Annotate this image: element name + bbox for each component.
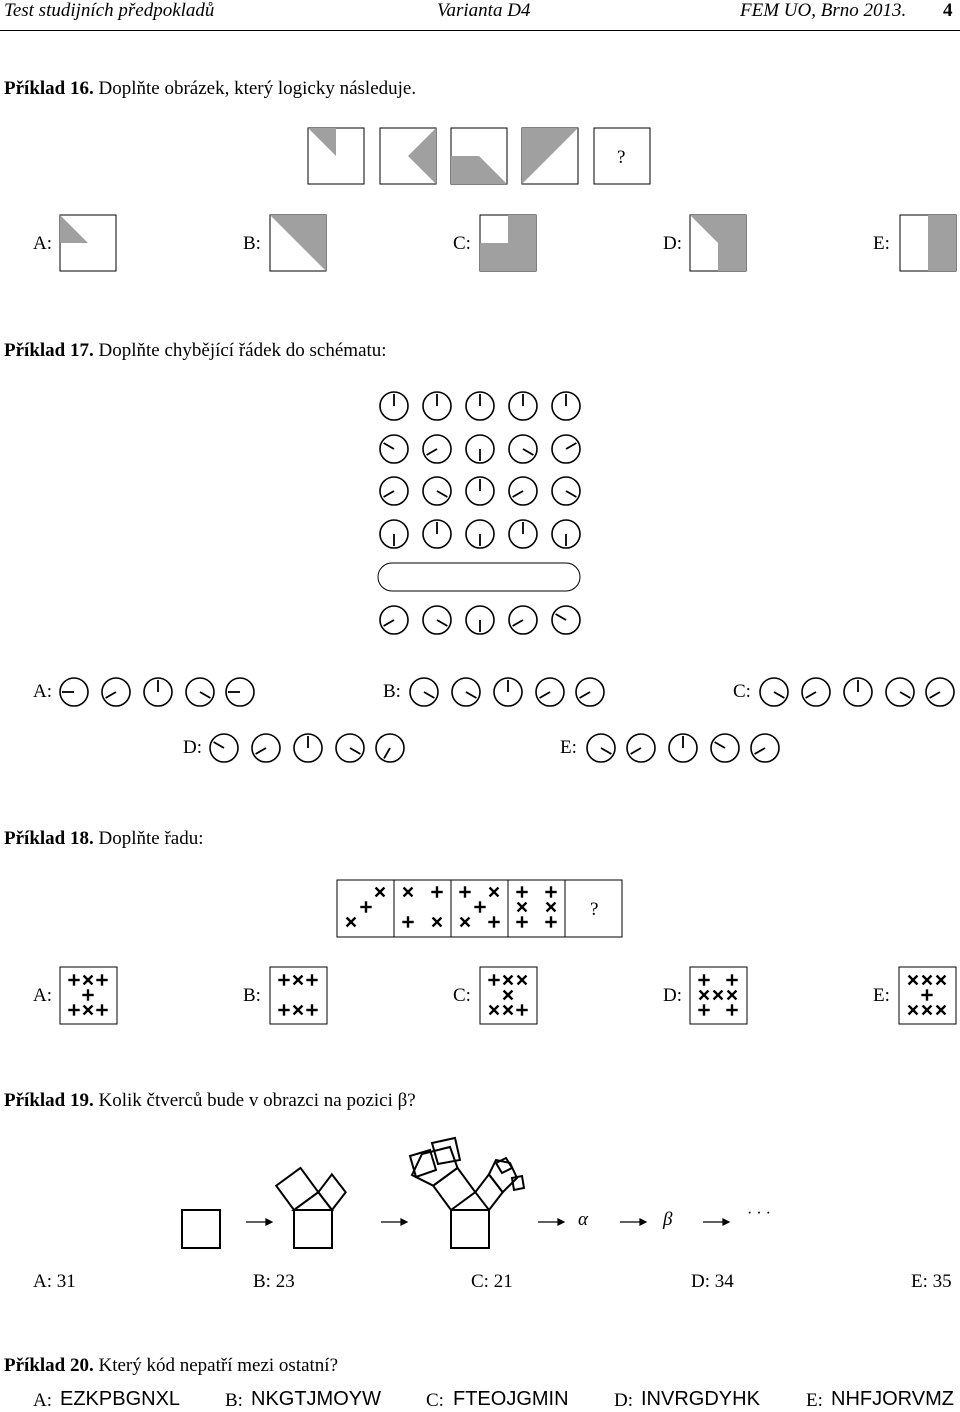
problem-20-text: Který kód nepatří mezi ostatní?	[98, 1355, 339, 1376]
problem-18-text: Doplňte řadu:	[98, 828, 204, 849]
option-b-label: B:	[243, 233, 261, 254]
answer-b[interactable]: B: 23	[253, 1271, 295, 1292]
problem-19-heading: Příklad 19.	[4, 1090, 94, 1111]
option-d-label: D:	[663, 985, 682, 1006]
option-a-label: A:	[33, 1390, 52, 1411]
header-variant: Varianta D4	[437, 0, 531, 21]
code-d[interactable]: INVRGDYHK	[641, 1388, 760, 1410]
option-c-label: C:	[453, 985, 471, 1006]
problem-16-text: Doplňte obrázek, který logicky následuje.	[98, 78, 417, 99]
code-b[interactable]: NKGTJMOYW	[251, 1388, 381, 1410]
answer-a[interactable]: A: 31	[33, 1271, 76, 1292]
option-e-label: E:	[873, 233, 890, 254]
answer-e[interactable]: E: 35	[911, 1271, 952, 1292]
pythagoras-step-1	[182, 1210, 220, 1248]
problem-18-question-mark: ?	[590, 899, 599, 920]
continuation-dots: · · ·	[747, 1205, 771, 1222]
option-d-label: D:	[183, 737, 202, 758]
option-c-label: C:	[426, 1390, 444, 1411]
code-a[interactable]: EZKPBGNXL	[60, 1388, 181, 1410]
option-e-label: E:	[806, 1390, 823, 1411]
problem-19-text: Kolik čtverců bude v obrazci na pozici β?	[98, 1090, 416, 1111]
option-e-label: E:	[873, 985, 890, 1006]
problem-20-title	[4, 1355, 338, 1377]
header-institution: FEM UO, Brno 2013.	[740, 0, 907, 21]
answer-d[interactable]: D: 34	[691, 1271, 734, 1292]
code-e[interactable]: NHFJORVMZ	[831, 1388, 954, 1410]
option-b-label: B:	[243, 985, 261, 1006]
header-title: Test studijních předpokladů	[4, 0, 215, 21]
answer-c[interactable]: C: 21	[471, 1271, 513, 1292]
option-b-label: B:	[383, 681, 401, 702]
problem-16-question-mark: ?	[617, 147, 626, 168]
problem-20-heading: Příklad 20.	[4, 1355, 94, 1376]
beta-symbol: β	[663, 1209, 673, 1230]
code-c[interactable]: FTEOJGMIN	[453, 1388, 569, 1410]
problem-16-heading: Příklad 16.	[4, 78, 94, 99]
alpha-symbol: α	[578, 1209, 588, 1230]
option-a-label: A:	[33, 681, 52, 702]
option-c-label: C:	[453, 233, 471, 254]
problem-17-heading: Příklad 17.	[4, 340, 94, 361]
option-d-label: D:	[663, 233, 682, 254]
pythagoras-step-3	[410, 1138, 524, 1248]
option-e-label: E:	[560, 737, 577, 758]
option-a-label: A:	[33, 985, 52, 1006]
page-number: 4	[943, 0, 953, 21]
option-d-label: D:	[614, 1390, 633, 1411]
problem-17-text: Doplňte chybějící řádek do schématu:	[98, 340, 387, 361]
option-c-label: C:	[733, 681, 751, 702]
pythagoras-step-2	[276, 1168, 346, 1248]
problem-18-heading: Příklad 18.	[4, 828, 94, 849]
option-b-label: B:	[225, 1390, 243, 1411]
option-a-label: A:	[33, 233, 52, 254]
